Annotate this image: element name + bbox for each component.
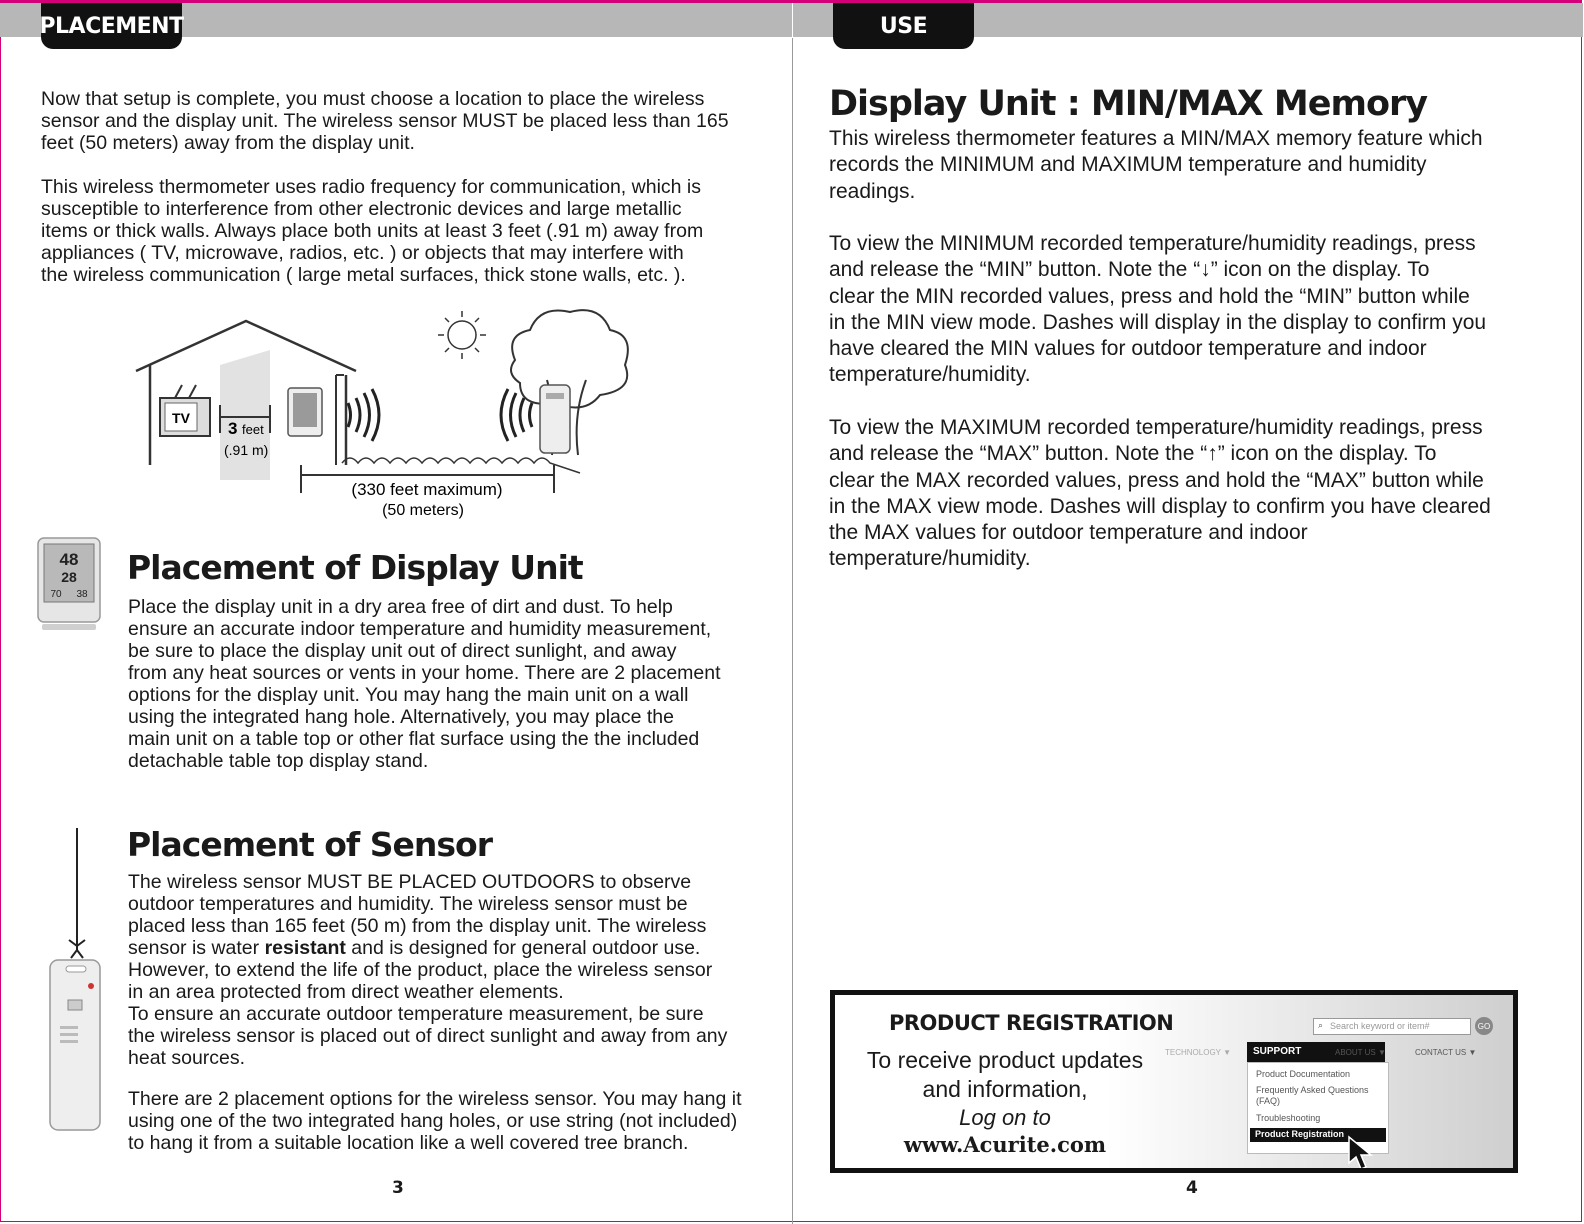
menu-item-documentation[interactable]: Product Documentation (1256, 1069, 1351, 1079)
nav-about[interactable]: ABOUT US ▼ (1335, 1048, 1386, 1057)
sensor-body-1: The wireless sensor MUST BE PLACED OUTDOORS to observe outdoor temperatures and humidity. The wireless sensor must be placed less than 165 feet (50 m) from the display unit. The wireless sensor is water resistant and is designed for general outdoor use. However, to extend the life of the product, place the wireless sensor in an area protected from direct weather elements. To ensure an accurate outdoor temperature measurement, be sure the wireless sensor is placed out of direct sunlight and away from any heat sources. (128, 871, 728, 1069)
range-metric: (50 meters) (382, 502, 464, 519)
range-label: (330 feet maximum) (351, 480, 503, 499)
menu-item-troubleshooting[interactable]: Troubleshooting (1256, 1113, 1321, 1123)
display-unit-body: Place the display unit in a dry area free of dirt and dust. To help ensure an accurate indoor temperature and humidity measurement, be sure to place the display unit out of direct sunlight, and away from any heat sources or vents in your home. There are 2 placement options for the display unit. You may hang the main unit on a wall using the integrated hang hole. Alternatively, you may place the main unit on a table top or other flat surface using the the included detachable table top display stand. (128, 596, 721, 772)
min-max-intro: This wireless thermometer features a MIN/MAX memory feature which records the MINIMUM and MAXIMUM temperature and humidity readings. (829, 127, 1483, 203)
nav-contact[interactable]: CONTACT US ▼ (1415, 1048, 1477, 1057)
display-unit-image (36, 536, 104, 634)
nav-technology[interactable]: TECHNOLOGY ▼ (1165, 1048, 1232, 1057)
intro-paragraph-2: This wireless thermometer uses radio frequency for communication, which is susceptible to interference from other electronic devices and large metallic items or thick walls. Always place both units at least 3 feet (.91 m) away from appliances ( TV, microwave, radios, etc. ) or objects that may interfere with the wireless communication ( large metal surfaces, thick stone walls, etc. ). (41, 176, 704, 286)
sensor-heading: Placement of Sensor (127, 825, 492, 864)
svg-text:48: 48 (59, 550, 79, 569)
page-number-right: 4 (1186, 1178, 1198, 1198)
gap-metric: (.91 m) (224, 442, 269, 458)
svg-text:70: 70 (50, 589, 62, 600)
product-registration-box (830, 990, 1518, 1173)
min-max-heading: Display Unit : MIN/MAX Memory (829, 84, 1428, 124)
use-tab: USE (833, 3, 974, 49)
display-unit-icon (288, 388, 322, 436)
svg-text:28: 28 (61, 569, 77, 585)
display-unit-heading: Placement of Display Unit (127, 548, 583, 587)
gap-unit: feet (242, 422, 264, 437)
page-number-left: 3 (392, 1178, 404, 1198)
placement-diagram (120, 305, 640, 525)
registration-url[interactable]: www.Acurite.com (903, 1132, 1107, 1157)
intro-paragraph-1: Now that setup is complete, you must choose a location to place the wireless sensor and the display unit. The wireless sensor MUST be placed less than 165 feet (50 meters) away from the display unit. (41, 88, 729, 154)
registration-line-3: Log on to (959, 1105, 1051, 1130)
signal-waves-icon (348, 389, 379, 441)
sensor-body-2: There are 2 placement options for the wireless sensor. You may hang it using one of the two integrated hang holes, or use string (not included) to hang it from a suitable location like a well covered tree branch. (128, 1088, 742, 1154)
registration-line-2: and information, (922, 1076, 1088, 1102)
menu-item-faq[interactable]: Frequently Asked Questions (1256, 1085, 1369, 1095)
grass-line (342, 458, 580, 473)
gap-value: 3 (228, 419, 238, 438)
nav-support-tab[interactable]: SUPPORT (1247, 1042, 1385, 1062)
search-go-button[interactable]: GO (1475, 1017, 1493, 1035)
menu-item-faq-suffix: (FAQ) (1256, 1096, 1280, 1106)
sun-icon (438, 311, 486, 359)
search-icon: ⌕ (1318, 1020, 1324, 1030)
min-instructions: To view the MINIMUM recorded temperature/humidity readings, press and release the “MIN” button. Note the “↓” icon on the display. To clear the MIN recorded values, press and hold the “MIN” button while in the MIN view mode. Dashes will display in the display to confirm you have cleared the MIN values for outdoor temperature and indoor temperature/humidity. (829, 232, 1487, 387)
sensor-icon (540, 385, 570, 453)
tv-label: TV (172, 410, 190, 426)
menu-item-registration[interactable]: Product Registration (1250, 1128, 1386, 1142)
placement-tab: PLACEMENT (41, 3, 182, 49)
tv-icon (160, 385, 210, 436)
max-instructions: To view the MAXIMUM recorded temperature/humidity readings, press and release the “MAX” button. Note the “↑” icon on the display. To clear the MAX recorded values, press and hold the “MAX” button while in the MAX view mode. Dashes will display to confirm you have cleared the MAX values for outdoor temperature and indoor temperature/humidity. (829, 416, 1491, 571)
svg-text:38: 38 (76, 589, 88, 600)
registration-title: PRODUCT REGISTRATION (889, 1011, 1174, 1035)
search-input[interactable]: ⌕ Search keyword or item# (1313, 1018, 1471, 1035)
mouse-cursor-icon (1347, 1135, 1377, 1173)
sensor-image (44, 828, 108, 1134)
registration-line-1: To receive product updates (866, 1047, 1144, 1073)
page-divider (792, 38, 793, 1224)
wall-shading (220, 350, 270, 480)
